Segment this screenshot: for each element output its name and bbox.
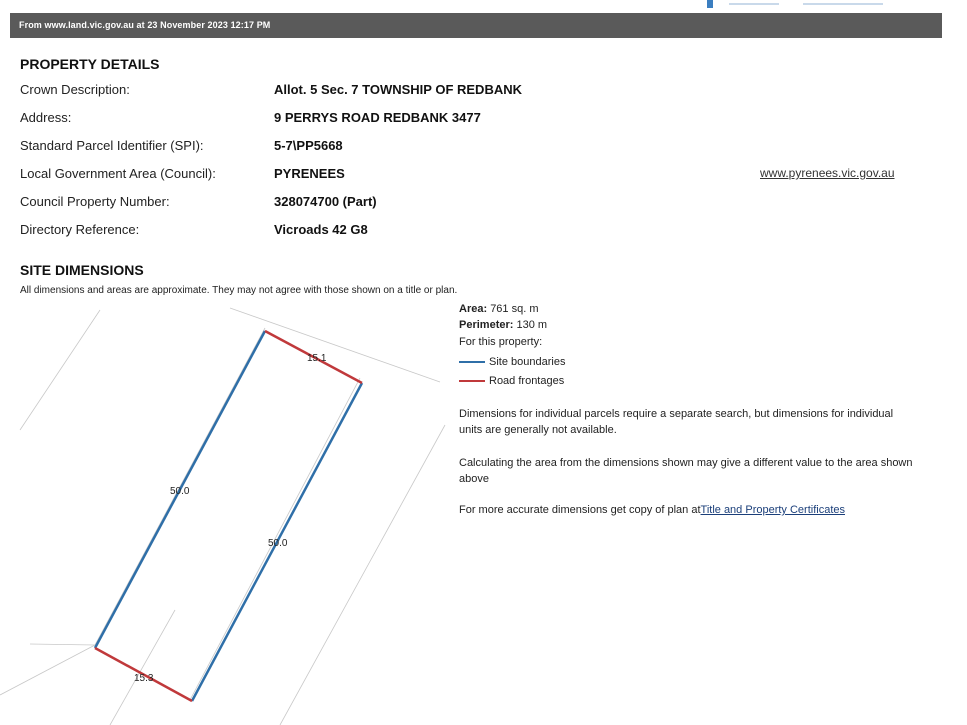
dimension-label-bottom: 15.3 [134,673,154,684]
detail-label-address: Address: [20,110,72,125]
area-line [459,303,539,315]
detail-value-property-number: 328074700 (Part) [274,194,377,209]
property-details-heading: PROPERTY DETAILS [20,56,160,72]
dimensions-paragraph: Dimensions for individual parcels require a separate search, but dimensions for individual units are generally not available. [459,408,894,436]
area-label: Area: [459,303,488,315]
dimension-label-right: 50.0 [268,538,288,549]
detail-label-council: Local Government Area (Council): [20,166,216,181]
perimeter-line [459,319,547,331]
header-logo-fragment [707,0,907,8]
area-calculation-paragraph: Calculating the area from the dimensions shown may give a different value to the area shown above [459,457,913,485]
detail-label-property-number: Council Property Number: [20,194,170,209]
detail-label-crown-description: Crown Description: [20,82,130,97]
legend-site-boundaries [459,356,565,368]
detail-value-address: 9 PERRYS ROAD REDBANK 3477 [274,110,481,125]
approximation-note: All dimensions and areas are approximate. They may not agree with those shown on a title or plan. [20,285,458,296]
site-dimensions-heading: SITE DIMENSIONS [20,262,144,278]
legend-label: Site boundaries [489,356,566,368]
red-line-icon [459,380,485,382]
accurate-dimensions-paragraph [459,502,919,518]
title-certificates-link[interactable]: Title and Property Certificates [700,504,845,516]
accurate-dimensions-text: For more accurate dimensions get copy of plan at [459,504,701,516]
perimeter-value: 130 m [516,319,548,331]
legend-label: Road frontages [489,375,565,387]
site-dimensions-map [0,300,450,725]
for-property-label: For this property: [459,336,543,348]
council-website-link[interactable]: www.pyrenees.vic.gov.au [760,166,895,180]
detail-value-council: PYRENEES [274,166,345,181]
detail-value-spi: 5-7\PP5668 [274,138,343,153]
detail-value-crown-description: Allot. 5 Sec. 7 TOWNSHIP OF REDBANK [274,82,523,97]
source-banner: From www.land.vic.gov.au at 23 November 2023 12:17 PM [10,13,942,38]
detail-label-spi: Standard Parcel Identifier (SPI): [20,138,204,153]
dimension-label-left: 50.0 [170,486,190,497]
perimeter-label: Perimeter: [459,319,514,331]
area-value: 761 sq. m [490,303,539,315]
detail-value-directory-reference: Vicroads 42 G8 [274,222,368,237]
logo-mark-icon [707,0,713,8]
dimension-label-top: 15.1 [307,353,327,364]
legend-road-frontages [459,375,564,387]
detail-label-directory-reference: Directory Reference: [20,222,140,237]
blue-line-icon [459,361,485,363]
